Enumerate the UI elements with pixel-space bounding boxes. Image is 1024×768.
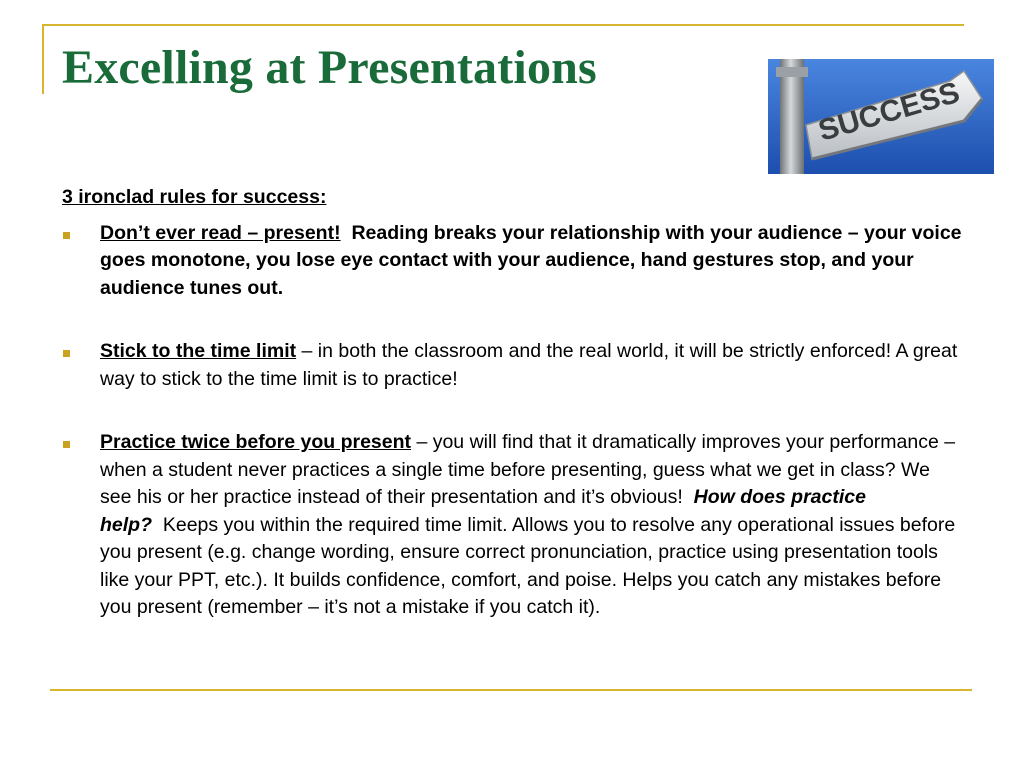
rule-item bbox=[62, 338, 962, 393]
rule-body: – in both the classroom and the real world, it will be strictly enforced! A great way to stick to the time limit is to practice! bbox=[100, 340, 958, 390]
bottom-rule bbox=[50, 689, 972, 691]
rule-body-continued: Keeps you within the required time limit. Allows you to resolve any operational issues before you present (e.g. change wording, ensure correct pronunciation, practice using presentation tools like your PPT, etc.). It builds confidence, comfort, and poise. Helps you catch any mistakes before you present (remember – it’s not a mistake if you catch it). bbox=[100, 513, 956, 618]
square-bullet-icon bbox=[63, 441, 70, 448]
success-sign-text: SUCCESS bbox=[814, 76, 964, 148]
slide-body bbox=[62, 184, 962, 658]
left-rule bbox=[42, 24, 44, 94]
rule-heading: Stick to the time limit bbox=[100, 340, 297, 362]
rule-item bbox=[62, 220, 962, 303]
square-bullet-icon bbox=[63, 232, 70, 239]
rule-body: – you will find that it dramatically improves your performance – when a student never practices a single time before presenting, guess what we get in class? We see his or her practice instead of their presentation and it’s obvious! bbox=[100, 431, 956, 508]
rule-body: Reading breaks your relationship with your audience – your voice goes monotone, you lose eye contact with your audience, hand gestures stop, and your audience tunes out. bbox=[100, 221, 962, 299]
rule-heading: Don’t ever read – present! bbox=[100, 221, 341, 244]
success-signpost-image bbox=[768, 59, 994, 174]
rule-question: How does practice help? bbox=[100, 486, 866, 536]
rule-item bbox=[62, 429, 962, 622]
square-bullet-icon bbox=[63, 350, 70, 357]
rule-heading: Practice twice before you present bbox=[100, 431, 412, 453]
top-rule bbox=[42, 24, 964, 26]
slide-title: Excelling at Presentations bbox=[62, 41, 597, 94]
intro-heading: 3 ironclad rules for success: bbox=[62, 186, 327, 208]
